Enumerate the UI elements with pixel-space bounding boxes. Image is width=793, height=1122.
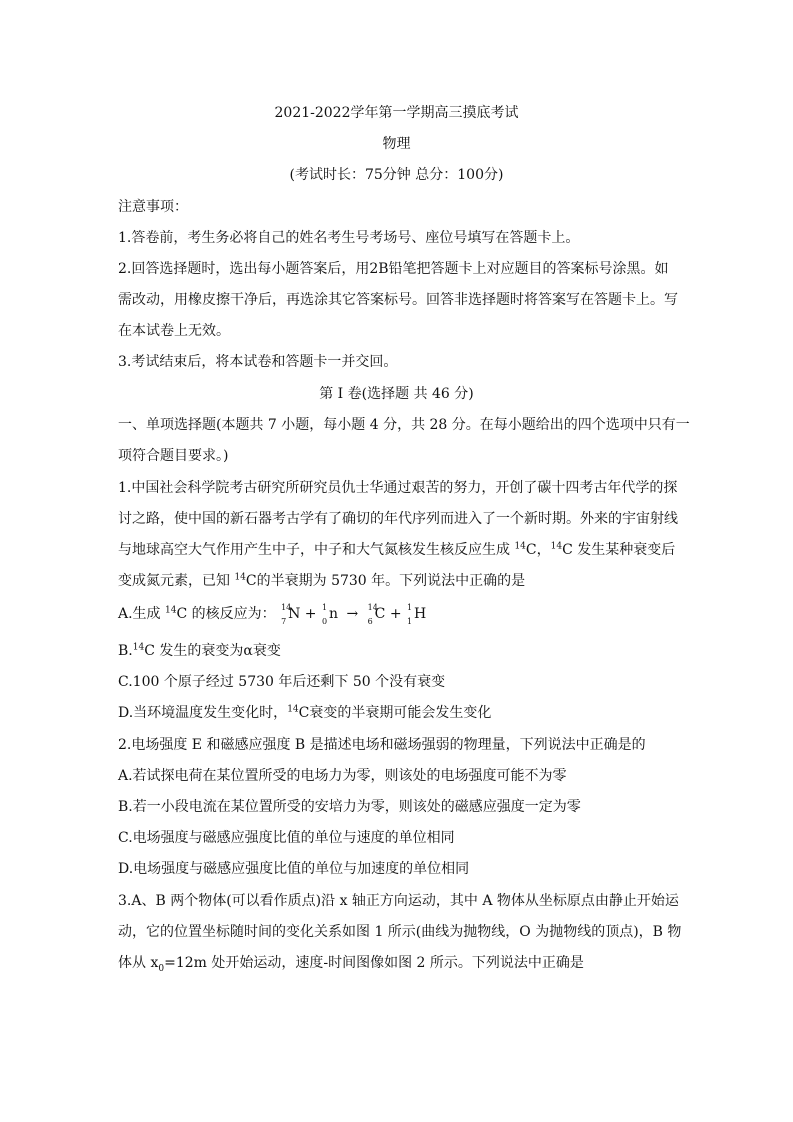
exam-info: (考试时长：75分钟 总分：100分) [289,167,504,183]
q2-option-a: A.若试探电荷在某位置所受的电场力为零，则该处的电场强度可能不为零 [118,768,567,784]
nuclear-equation: 14 7 N + 1 0 n → 14 6 C + 1 1 H [281,603,427,626]
notice-item-2-line-3: 在本试卷上无效。 [118,323,230,339]
nitrogen-nuclide: 14 7 N [281,603,301,626]
neutron-nuclide: 1 0 n [321,603,339,626]
notice-item-2-line-1: 2.回答选择题时，选出每小题答案后，用2B铅笔把答题卡上对应题目的答案标号涂黑。如 [118,261,669,277]
exam-title: 2021-2022学年第一学期高三摸底考试 [274,105,519,121]
q3-stem-line-3: 体从 $x_0=12m$ 处开始运动，速度-时间图像如图 2 所示。下列说法中正确是 [118,955,584,974]
hydrogen-nuclide: 1 1 H [407,603,427,626]
notice-item-2-line-2: 需改动，用橡皮擦干净后，再选涂其它答案标号。回答非选择题时将答案写在答题卡上。写 [118,292,678,308]
q3-stem-line-2: 动，它的位置坐标随时间的变化关系如图 1 所示(曲线为抛物线，O 为抛物线的顶点)，B 物 [118,924,682,940]
q2-stem: 2.电场强度 E 和磁感应强度 B 是描述电场和磁场强弱的物理量，下列说法中正确是的 [118,737,646,753]
section-intro-line-1: 一、单项选择题(本题共 7 小题，每小题 4 分，共 28 分。在每小题给出的四个选项中只有一 [118,417,690,433]
q1-option-b: B.$^{14}$C 发生的衰变为α衰变 [118,642,281,659]
q2-option-b: B.若一小段电流在某位置所受的安培力为零，则该处的磁感应强度一定为零 [118,799,581,815]
q1-option-d: D.当环境温度发生变化时，$^{14}$C衰变的半衰期可能会发生变化 [118,704,492,721]
notice-heading: 注意事项： [118,199,188,215]
notice-item-3: 3.考试结束后，将本试卷和答题卡一并交回。 [118,354,398,370]
q2-option-c: C.电场强度与磁感应强度比值的单位与速度的单位相同 [118,830,455,846]
section-title: 第 I 卷(选择题 共 46 分) [319,386,474,402]
q3-stem-line-1: 3.A、B 两个物体(可以看作质点)沿 x 轴正方向运动，其中 A 物体从坐标原点由静止开始运 [118,893,679,909]
q2-option-d: D.电场强度与磁感应强度比值的单位与加速度的单位相同 [118,861,470,877]
q1-option-a: A.生成 $^{14}$C 的核反应为： 14 7 N + 1 0 n → 14 6 C + 1 1 H [118,603,427,626]
carbon-nuclide: 14 6 C [367,603,386,626]
q1-stem-line-2: 讨之路，使中国的新石器考古学有了确切的年代序列而进入了一个新时期。外来的宇宙射线 [118,511,678,527]
q1-option-c: C.100 个原子经过 5730 年后还剩下 50 个没有衰变 [118,674,446,690]
q1-stem-line-4: 变成氮元素，已知 $^{14}$C的半衰期为 5730 年。下列说法中正确的是 [118,572,526,589]
notice-item-1: 1.答卷前，考生务必将自己的姓名考生号考场号、座位号填写在答题卡上。 [118,230,580,246]
exam-subject: 物理 [382,136,411,152]
reaction-arrow: → [346,606,359,622]
section-intro-line-2: 项符合题目要求。) [118,448,229,464]
q1-stem-line-1: 1.中国社会科学院考古研究所研究员仇士华通过艰苦的努力，开创了碳十四考古年代学的探 [118,480,678,496]
q1-stem-line-3: 与地球高空大气作用产生中子，中子和大气氮核发生核反应生成 $^{14}$C，$^{14}$C 发生某种衰变后 [118,541,676,558]
